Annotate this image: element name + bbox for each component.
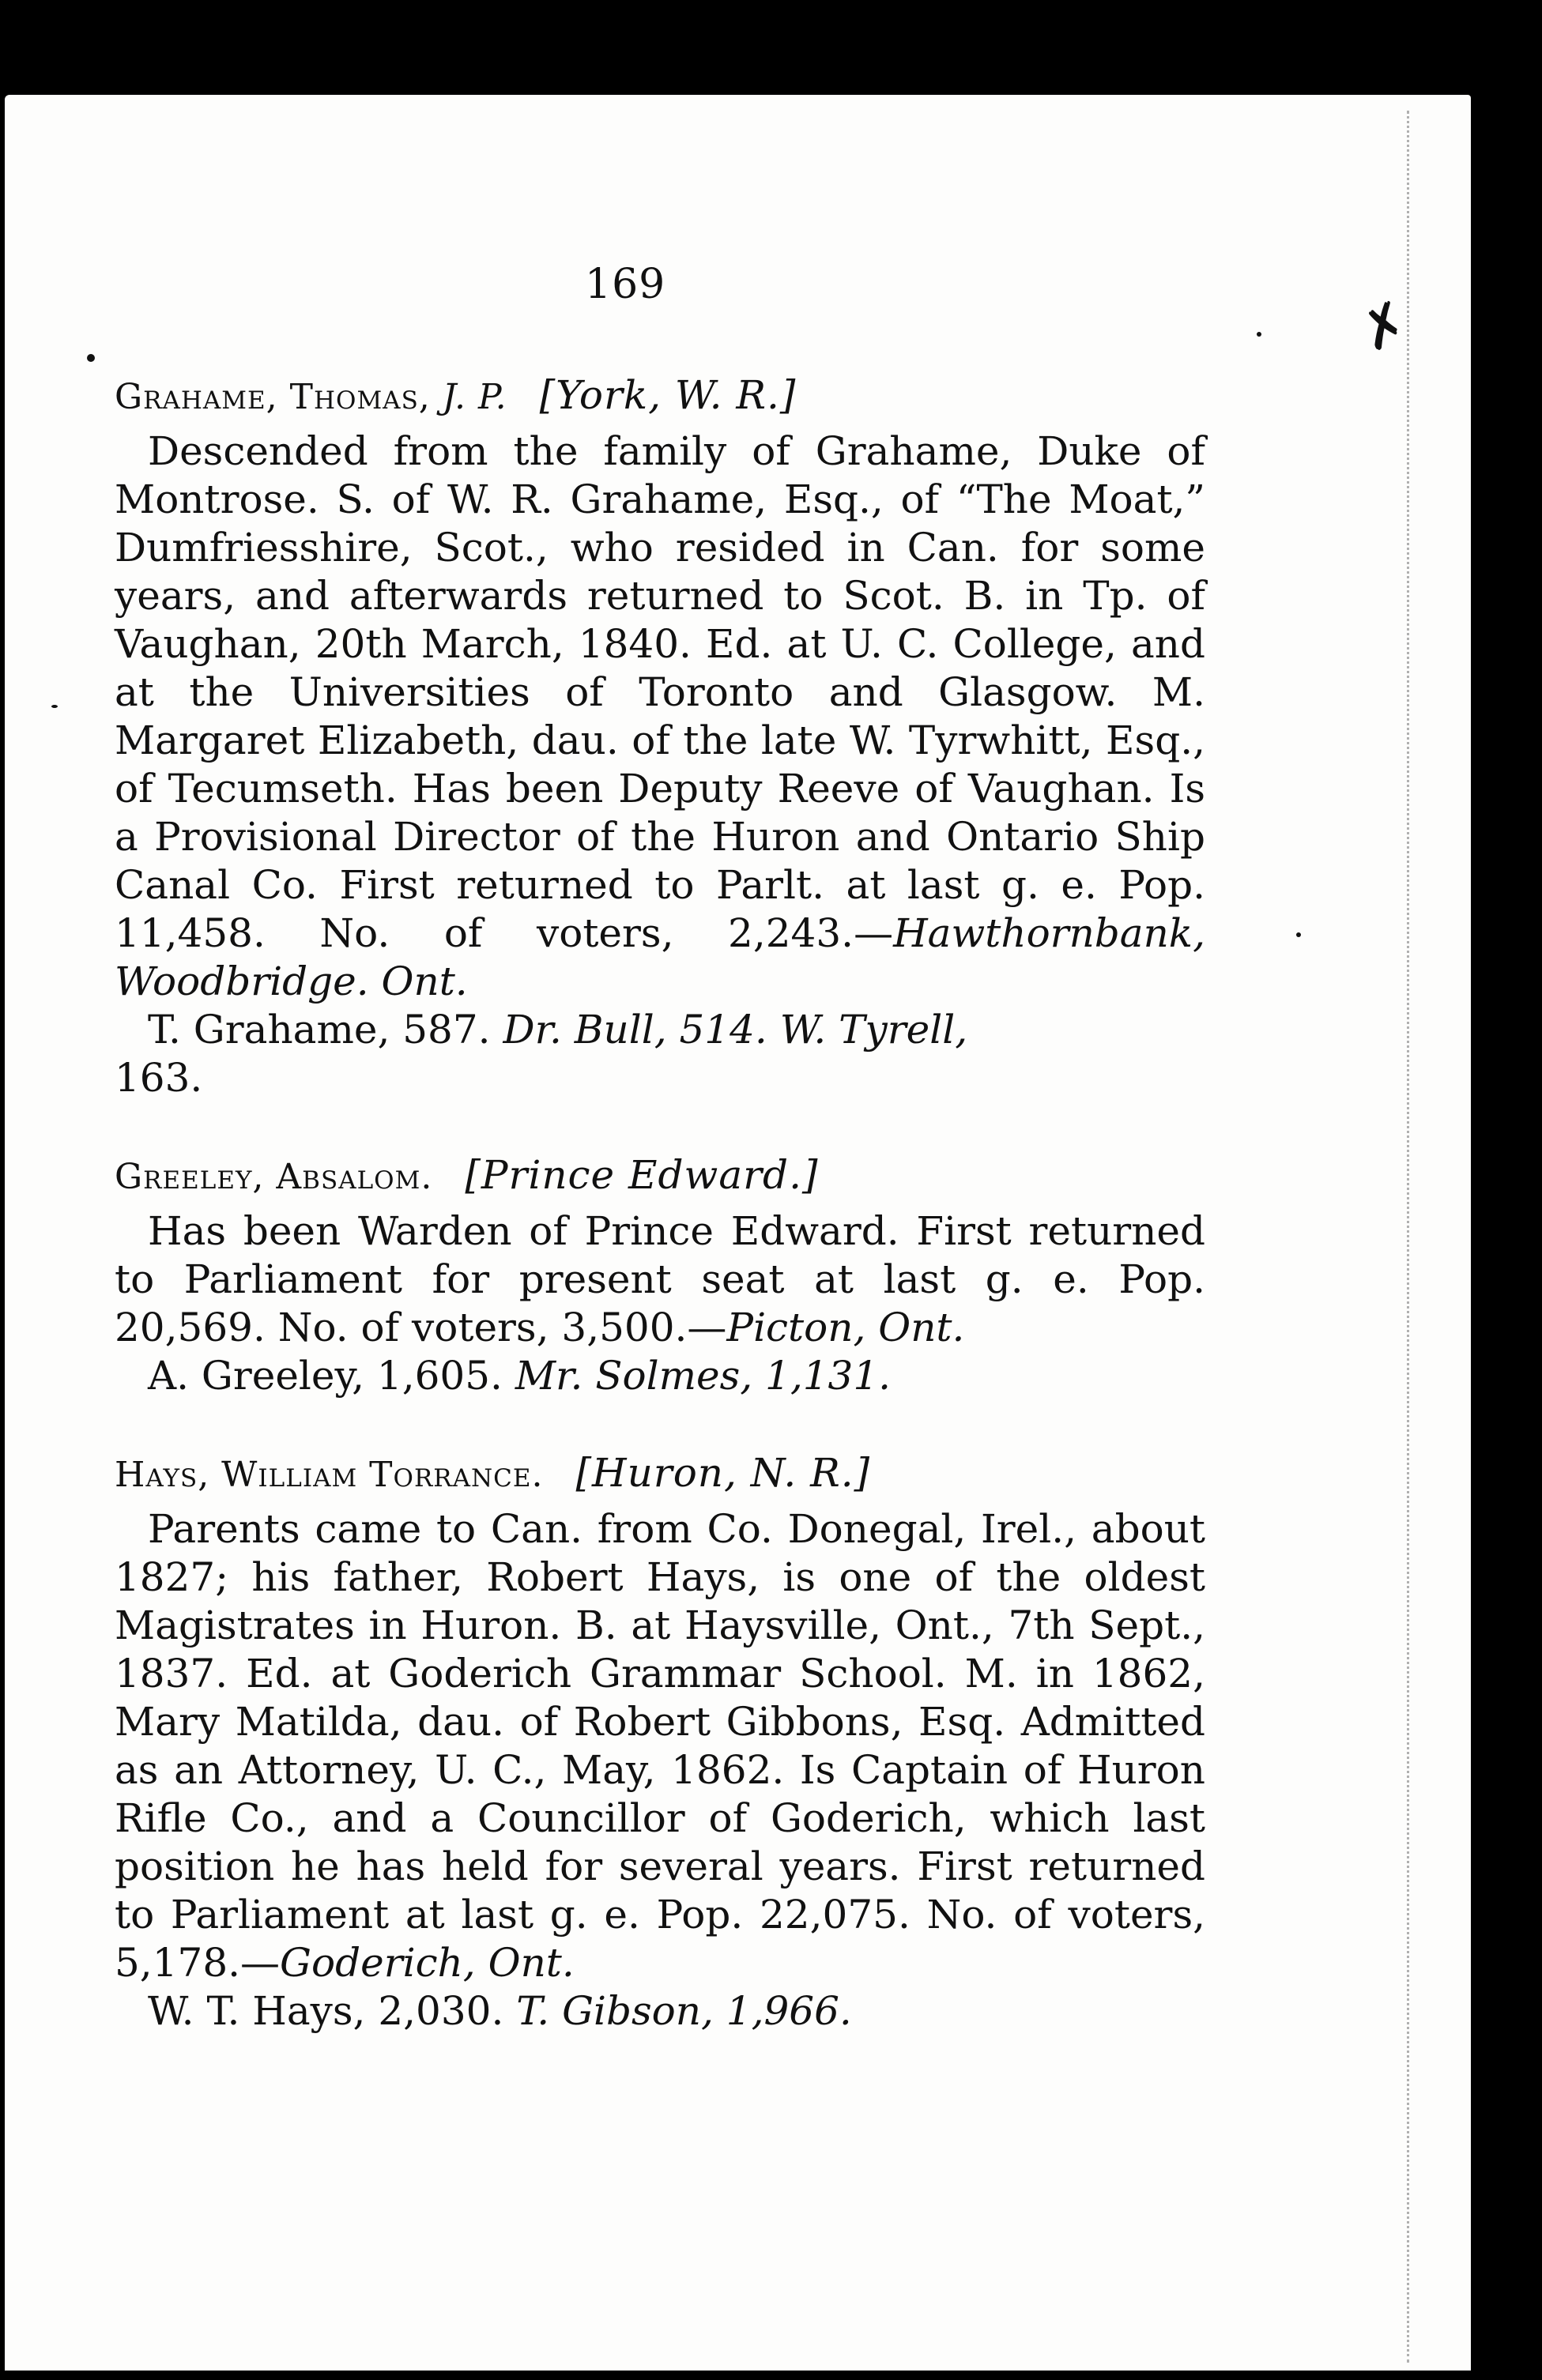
member-name: Grahame, Thomas, [115, 377, 431, 417]
results-continued: 163. [115, 1055, 203, 1101]
entry-hays [115, 1449, 1205, 2035]
postal-address: Picton, Ont. [726, 1305, 965, 1350]
page-gutter-shadow [1407, 111, 1480, 2363]
entry-greeley [115, 1151, 1205, 1400]
election-results [115, 1006, 1205, 1102]
page-number: 169 [585, 261, 666, 308]
member-title: J. P. [442, 377, 507, 417]
margin-pencil-mark-icon: ✗ [1349, 287, 1419, 366]
entry-heading [115, 371, 1205, 421]
ink-speck [1257, 332, 1261, 337]
ink-speck [1296, 932, 1301, 937]
election-results [115, 1352, 1205, 1400]
winner-votes: T. Grahame, 587. [148, 1007, 491, 1053]
biography [115, 1505, 1205, 1987]
member-name: Hays, William Torrance. [115, 1455, 544, 1495]
opponent-votes: Mr. Solmes, 1,131. [515, 1353, 892, 1399]
biography-text: Has been Warden of Prince Edward. First returned to Parliament for present seat at last g. e. Pop. 20,569. No. of voters, 3,500.— [115, 1208, 1205, 1350]
directory-entries [115, 371, 1205, 2084]
winner-votes: W. T. Hays, 2,030. [148, 1988, 504, 2034]
opponent-votes: T. Gibson, 1,966. [516, 1988, 852, 2034]
entry-heading [115, 1449, 1205, 1499]
election-results [115, 1987, 1205, 2035]
constituency: [Huron, N. R.] [575, 1450, 871, 1496]
winner-votes: A. Greeley, 1,605. [148, 1353, 503, 1399]
entry-heading [115, 1151, 1205, 1201]
constituency: [York, W. R.] [539, 372, 797, 418]
ink-speck [51, 705, 58, 708]
biography-text: Parents came to Can. from Co. Donegal, Irel., about 1827; his father, Robert Hays, is one of the oldest Magistrates in Huron. B. at Haysville, Ont., 7th Sept., 1837. Ed. at Goderich Grammar School. M. in 1862, Mary Matilda, dau. of Robert Gibbons, Esq. Admitted as an Attorney, U. C., May, 1862. Is Captain of Huron Rifle Co., and a Councillor of Goderich, which last position he has held for several years. First returned to Parliament at last g. e. Pop. 22,075. No. of voters, 5,178.— [115, 1506, 1205, 1986]
constituency: [Prince Edward.] [465, 1152, 819, 1198]
member-name: Greeley, Absalom. [115, 1157, 433, 1197]
opponent-votes: Dr. Bull, 514. W. Tyrell, [503, 1007, 968, 1053]
biography [115, 1207, 1205, 1352]
biography-text: Descended from the family of Grahame, Duke of Montrose. S. of W. R. Grahame, Esq., of “The Moat,” Dumfriesshire, Scot., who resided in Can. for some years, and afterwards returned to Scot. B. in Tp. of Vaughan, 20th March, 1840. Ed. at U. C. College, and at the Universities of Toronto and Glasgow. M. Margaret Elizabeth, dau. of the late W. Tyrwhitt, Esq., of Tecumseth. Has been Deputy Reeve of Vaughan. Is a Provisional Director of the Huron and Ontario Ship Canal Co. First returned to Parlt. at last g. e. Pop. 11,458. No. of voters, 2,243.— [115, 428, 1205, 956]
entry-grahame [115, 371, 1205, 1102]
biography [115, 427, 1205, 1006]
ink-speck [87, 354, 95, 362]
postal-address: Hawthornbank, Woodbridge. Ont. [115, 910, 1205, 1004]
postal-address: Goderich, Ont. [280, 1940, 575, 1986]
